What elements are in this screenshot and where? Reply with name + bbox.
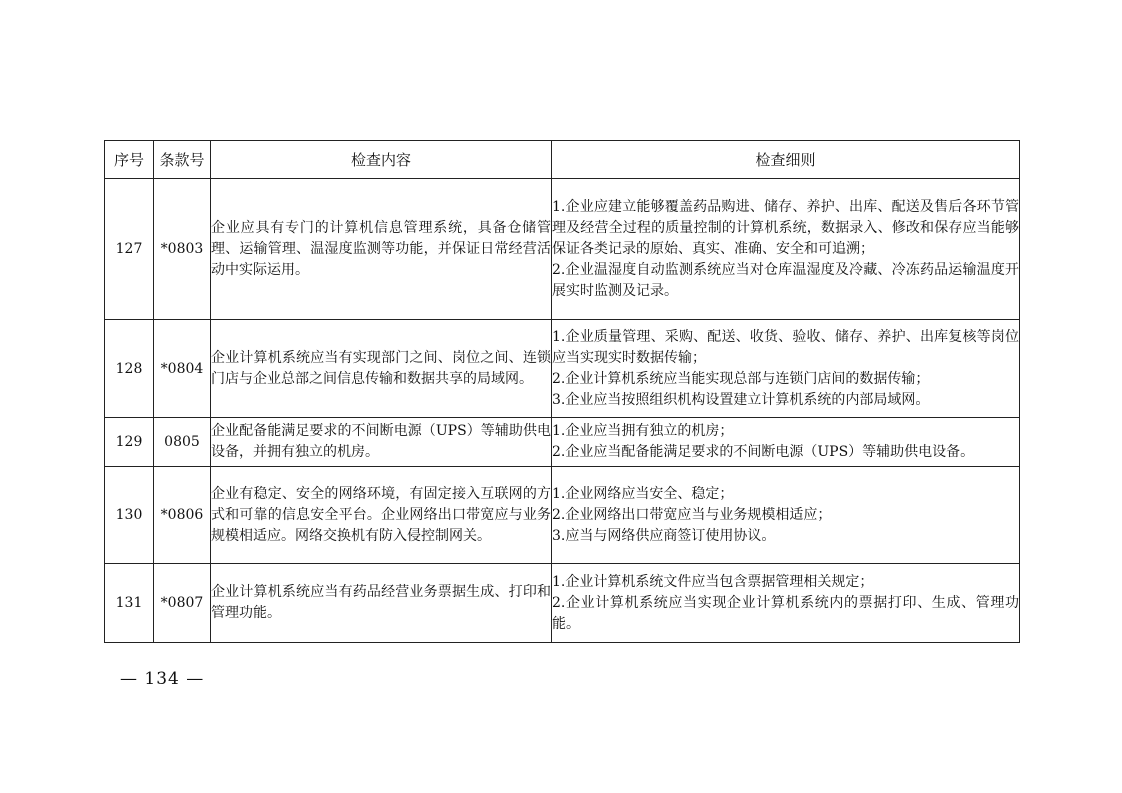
page-number: — 134 —: [120, 669, 205, 689]
inspection-table: [104, 140, 1020, 643]
row-seq: 128: [105, 320, 154, 418]
detail-item: 3.应当与网络供应商签订使用协议。: [552, 527, 776, 544]
header-content: 检查内容: [211, 141, 552, 179]
table-row: [105, 467, 1020, 564]
row-details: [552, 179, 1020, 320]
row-clause: *0807: [154, 564, 211, 643]
detail-item: 1.企业应当拥有独立的机房；: [552, 423, 734, 439]
row-seq: 127: [105, 179, 154, 320]
row-seq: 130: [105, 467, 154, 564]
header-clause: 条款号: [154, 141, 211, 179]
row-details: [552, 564, 1020, 643]
detail-item: 2.企业网络出口带宽应当与业务规模相适应；: [552, 506, 832, 523]
table-row: [105, 564, 1020, 643]
row-content: 企业配备能满足要求的不间断电源（UPS）等辅助供电设备，并拥有独立的机房。: [211, 418, 552, 467]
table-row: [105, 179, 1020, 320]
detail-item: 2.企业应当配备能满足要求的不间断电源（UPS）等辅助供电设备。: [552, 444, 975, 460]
detail-item: 2.企业温湿度自动监测系统应当对仓库温湿度及冷藏、冷冻药品运输温度开展实时监测及记录。: [552, 261, 1019, 299]
row-clause: 0805: [154, 418, 211, 467]
row-content: 企业应具有专门的计算机信息管理系统，具备仓储管理、运输管理、温湿度监测等功能，并保证日常经营活动中实际运用。: [211, 179, 552, 320]
row-details: [552, 320, 1020, 418]
detail-item: 1.企业应建立能够覆盖药品购进、储存、养护、出库、配送及售后各环节管理及经营全过程的质量控制的计算机系统，数据录入、修改和保存应当能够保证各类记录的原始、真实、准确、安全和可追溯；: [552, 198, 1019, 257]
row-seq: 129: [105, 418, 154, 467]
detail-item: 1.企业网络应当安全、稳定；: [552, 485, 734, 502]
row-details: [552, 467, 1020, 564]
header-details: 检查细则: [552, 141, 1020, 179]
detail-item: 1.企业质量管理、采购、配送、收货、验收、储存、养护、出库复核等岗位应当实现实时数据传输；: [552, 328, 1019, 366]
row-clause: *0804: [154, 320, 211, 418]
table-row: [105, 320, 1020, 418]
row-content: 企业有稳定、安全的网络环境，有固定接入互联网的方式和可靠的信息安全平台。企业网络出口带宽应与业务规模相适应。网络交换机有防入侵控制网关。: [211, 467, 552, 564]
detail-item: 1.企业计算机系统文件应当包含票据管理相关规定；: [552, 573, 874, 590]
header-seq: 序号: [105, 141, 154, 179]
row-clause: *0803: [154, 179, 211, 320]
row-seq: 131: [105, 564, 154, 643]
row-content: 企业计算机系统应当有实现部门之间、岗位之间、连锁门店与企业总部之间信息传输和数据共享的局域网。: [211, 320, 552, 418]
row-details: [552, 418, 1020, 467]
table-header-row: [105, 141, 1020, 179]
row-content: 企业计算机系统应当有药品经营业务票据生成、打印和管理功能。: [211, 564, 552, 643]
detail-item: 2.企业计算机系统应当能实现总部与连锁门店间的数据传输；: [552, 370, 930, 387]
row-clause: *0806: [154, 467, 211, 564]
table-row: [105, 418, 1020, 467]
detail-item: 2.企业计算机系统应当实现企业计算机系统内的票据打印、生成、管理功能。: [552, 594, 1019, 632]
detail-item: 3.企业应当按照组织机构设置建立计算机系统的内部局域网。: [552, 391, 930, 408]
